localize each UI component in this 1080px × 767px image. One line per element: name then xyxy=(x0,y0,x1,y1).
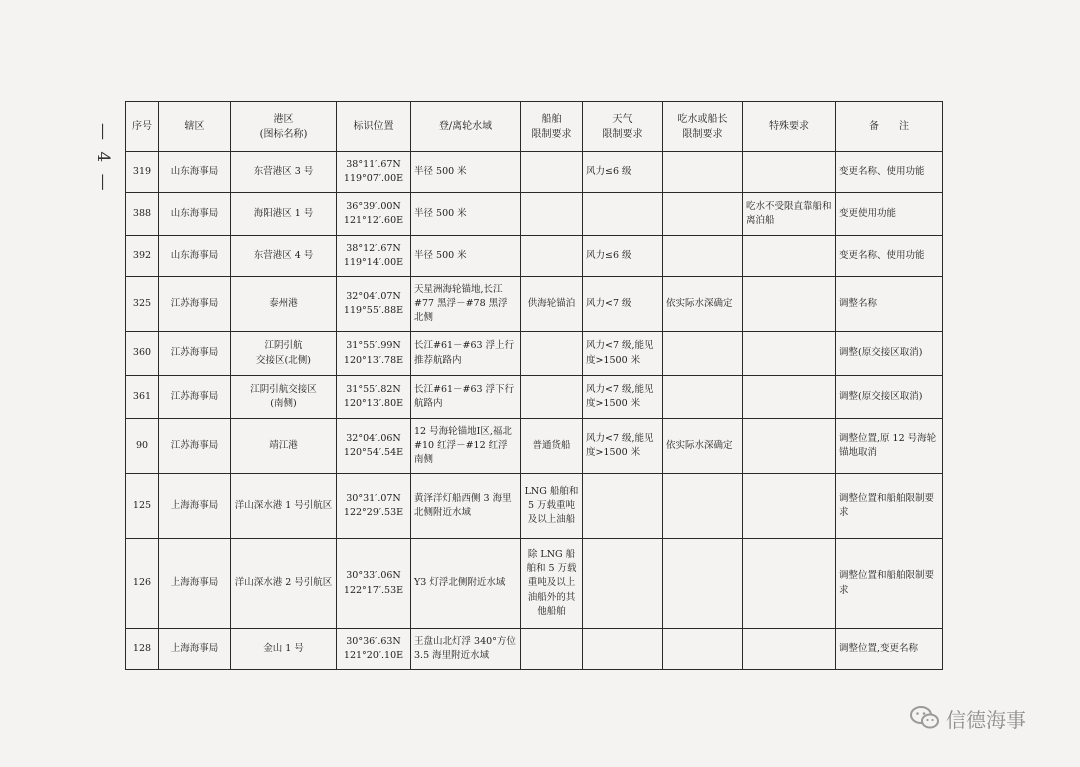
table-row xyxy=(126,539,943,629)
cell-boarding-area: 半径 500 米 xyxy=(411,152,521,193)
cell-position: 36°39′.00N 121°12′.60E xyxy=(337,193,411,236)
cell-boarding-area: 王盘山北灯浮 340°方位 3.5 海里附近水域 xyxy=(411,629,521,670)
page-number: — 4 — xyxy=(93,122,113,194)
cell-draft-restriction xyxy=(663,474,743,539)
cell-special xyxy=(743,539,836,629)
cell-remarks: 调整位置,原 12 号海轮锚地取消 xyxy=(836,419,943,474)
cell-jurisdiction: 江苏海事局 xyxy=(159,419,231,474)
cell-jurisdiction: 上海海事局 xyxy=(159,539,231,629)
cell-remarks: 变更名称、使用功能 xyxy=(836,152,943,193)
header-boarding-area: 登/离轮水域 xyxy=(411,102,521,152)
cell-draft-restriction xyxy=(663,332,743,376)
cell-jurisdiction: 上海海事局 xyxy=(159,629,231,670)
cell-position: 31°55′.82N 120°13′.80E xyxy=(337,376,411,419)
cell-seq: 319 xyxy=(126,152,159,193)
header-vessel-restriction: 船舶 限制要求 xyxy=(521,102,583,152)
cell-position: 38°12′.67N 119°14′.00E xyxy=(337,236,411,277)
regulation-table xyxy=(125,101,943,670)
cell-remarks: 调整(原交接区取消) xyxy=(836,376,943,419)
cell-weather-restriction xyxy=(583,474,663,539)
cell-weather-restriction: 风力≤6 级 xyxy=(583,152,663,193)
cell-port-area: 东营港区 3 号 xyxy=(231,152,337,193)
cell-vessel-restriction: 普通货船 xyxy=(521,419,583,474)
cell-draft-restriction xyxy=(663,539,743,629)
cell-position: 31°55′.99N 120°13′.78E xyxy=(337,332,411,376)
cell-position: 38°11′.67N 119°07′.00E xyxy=(337,152,411,193)
cell-draft-restriction xyxy=(663,152,743,193)
cell-vessel-restriction xyxy=(521,152,583,193)
cell-boarding-area: 长江#61－#63 浮上行推荐航路内 xyxy=(411,332,521,376)
table-row xyxy=(126,332,943,376)
cell-remarks: 调整位置,变更名称 xyxy=(836,629,943,670)
cell-weather-restriction: 风力≤6 级 xyxy=(583,236,663,277)
cell-vessel-restriction xyxy=(521,332,583,376)
cell-position: 32°04′.07N 119°55′.88E xyxy=(337,277,411,332)
cell-boarding-area: 黄泽洋灯船西侧 3 海里北侧附近水域 xyxy=(411,474,521,539)
cell-vessel-restriction xyxy=(521,629,583,670)
cell-seq: 325 xyxy=(126,277,159,332)
table-header-row xyxy=(126,102,943,152)
cell-special xyxy=(743,419,836,474)
cell-jurisdiction: 山东海事局 xyxy=(159,152,231,193)
cell-remarks: 调整位置和船舶限制要求 xyxy=(836,474,943,539)
cell-weather-restriction: 风力<7 级,能见度>1500 米 xyxy=(583,376,663,419)
cell-port-area: 江阴引航交接区 (南侧) xyxy=(231,376,337,419)
cell-port-area: 洋山深水港 1 号引航区 xyxy=(231,474,337,539)
cell-special xyxy=(743,152,836,193)
cell-port-area: 东营港区 4 号 xyxy=(231,236,337,277)
cell-boarding-area: Y3 灯浮北侧附近水域 xyxy=(411,539,521,629)
cell-position: 30°33′.06N 122°17′.53E xyxy=(337,539,411,629)
watermark-text: 信德海事 xyxy=(946,707,1026,732)
cell-special xyxy=(743,629,836,670)
cell-draft-restriction xyxy=(663,629,743,670)
cell-weather-restriction: 风力<7 级,能见度>1500 米 xyxy=(583,332,663,376)
cell-seq: 360 xyxy=(126,332,159,376)
cell-jurisdiction: 江苏海事局 xyxy=(159,277,231,332)
table-row xyxy=(126,629,943,670)
cell-weather-restriction xyxy=(583,629,663,670)
header-draft-restriction: 吃水或船长 限制要求 xyxy=(663,102,743,152)
cell-vessel-restriction: 供海轮锚泊 xyxy=(521,277,583,332)
cell-vessel-restriction xyxy=(521,193,583,236)
cell-boarding-area: 12 号海轮锚地Ⅰ区,福北#10 红浮－#12 红浮南侧 xyxy=(411,419,521,474)
table-row xyxy=(126,419,943,474)
cell-special xyxy=(743,236,836,277)
cell-remarks: 变更使用功能 xyxy=(836,193,943,236)
cell-position: 32°04′.06N 120°54′.54E xyxy=(337,419,411,474)
cell-seq: 128 xyxy=(126,629,159,670)
cell-special xyxy=(743,277,836,332)
cell-seq: 388 xyxy=(126,193,159,236)
cell-position: 30°31′.07N 122°29′.53E xyxy=(337,474,411,539)
cell-special: 吃水不受限直靠船和离泊船 xyxy=(743,193,836,236)
cell-weather-restriction: 风力<7 级 xyxy=(583,277,663,332)
cell-weather-restriction xyxy=(583,539,663,629)
cell-draft-restriction: 依实际水深确定 xyxy=(663,419,743,474)
cell-jurisdiction: 山东海事局 xyxy=(159,193,231,236)
cell-port-area: 泰州港 xyxy=(231,277,337,332)
cell-seq: 361 xyxy=(126,376,159,419)
cell-weather-restriction xyxy=(583,193,663,236)
cell-boarding-area: 半径 500 米 xyxy=(411,193,521,236)
table-row xyxy=(126,152,943,193)
cell-boarding-area: 半径 500 米 xyxy=(411,236,521,277)
header-port-area: 港区 (图标名称) xyxy=(231,102,337,152)
table-row xyxy=(126,474,943,539)
cell-port-area: 金山 1 号 xyxy=(231,629,337,670)
cell-jurisdiction: 江苏海事局 xyxy=(159,332,231,376)
cell-seq: 90 xyxy=(126,419,159,474)
table-row xyxy=(126,236,943,277)
cell-vessel-restriction: 除 LNG 船舶和 5 万载重吨及以上油船外的其他船舶 xyxy=(521,539,583,629)
header-position: 标识位置 xyxy=(337,102,411,152)
cell-seq: 126 xyxy=(126,539,159,629)
cell-jurisdiction: 上海海事局 xyxy=(159,474,231,539)
cell-vessel-restriction xyxy=(521,236,583,277)
watermark xyxy=(910,700,1026,736)
cell-jurisdiction: 山东海事局 xyxy=(159,236,231,277)
cell-vessel-restriction: LNG 船舶和 5 万载重吨及以上油船 xyxy=(521,474,583,539)
cell-remarks: 变更名称、使用功能 xyxy=(836,236,943,277)
cell-vessel-restriction xyxy=(521,376,583,419)
table-row xyxy=(126,277,943,332)
cell-draft-restriction xyxy=(663,236,743,277)
cell-draft-restriction xyxy=(663,193,743,236)
cell-jurisdiction: 江苏海事局 xyxy=(159,376,231,419)
table-row xyxy=(126,376,943,419)
wechat-icon xyxy=(910,705,940,731)
cell-remarks: 调整名称 xyxy=(836,277,943,332)
header-jurisdiction: 辖区 xyxy=(159,102,231,152)
cell-special xyxy=(743,474,836,539)
cell-draft-restriction: 依实际水深确定 xyxy=(663,277,743,332)
cell-seq: 392 xyxy=(126,236,159,277)
cell-special xyxy=(743,332,836,376)
cell-port-area: 靖江港 xyxy=(231,419,337,474)
cell-draft-restriction xyxy=(663,376,743,419)
cell-boarding-area: 天星洲海轮锚地,长江#77 黑浮－#78 黑浮北侧 xyxy=(411,277,521,332)
cell-port-area: 海阳港区 1 号 xyxy=(231,193,337,236)
header-remarks: 备 注 xyxy=(836,102,943,152)
cell-port-area: 江阴引航 交接区(北侧) xyxy=(231,332,337,376)
cell-port-area: 洋山深水港 2 号引航区 xyxy=(231,539,337,629)
header-special: 特殊要求 xyxy=(743,102,836,152)
cell-remarks: 调整(原交接区取消) xyxy=(836,332,943,376)
cell-position: 30°36′.63N 121°20′.10E xyxy=(337,629,411,670)
cell-seq: 125 xyxy=(126,474,159,539)
cell-remarks: 调整位置和船舶限制要求 xyxy=(836,539,943,629)
header-weather-restriction: 天气 限制要求 xyxy=(583,102,663,152)
header-seq: 序号 xyxy=(126,102,159,152)
table-row xyxy=(126,193,943,236)
cell-boarding-area: 长江#61－#63 浮下行航路内 xyxy=(411,376,521,419)
cell-special xyxy=(743,376,836,419)
cell-weather-restriction: 风力<7 级,能见度>1500 米 xyxy=(583,419,663,474)
